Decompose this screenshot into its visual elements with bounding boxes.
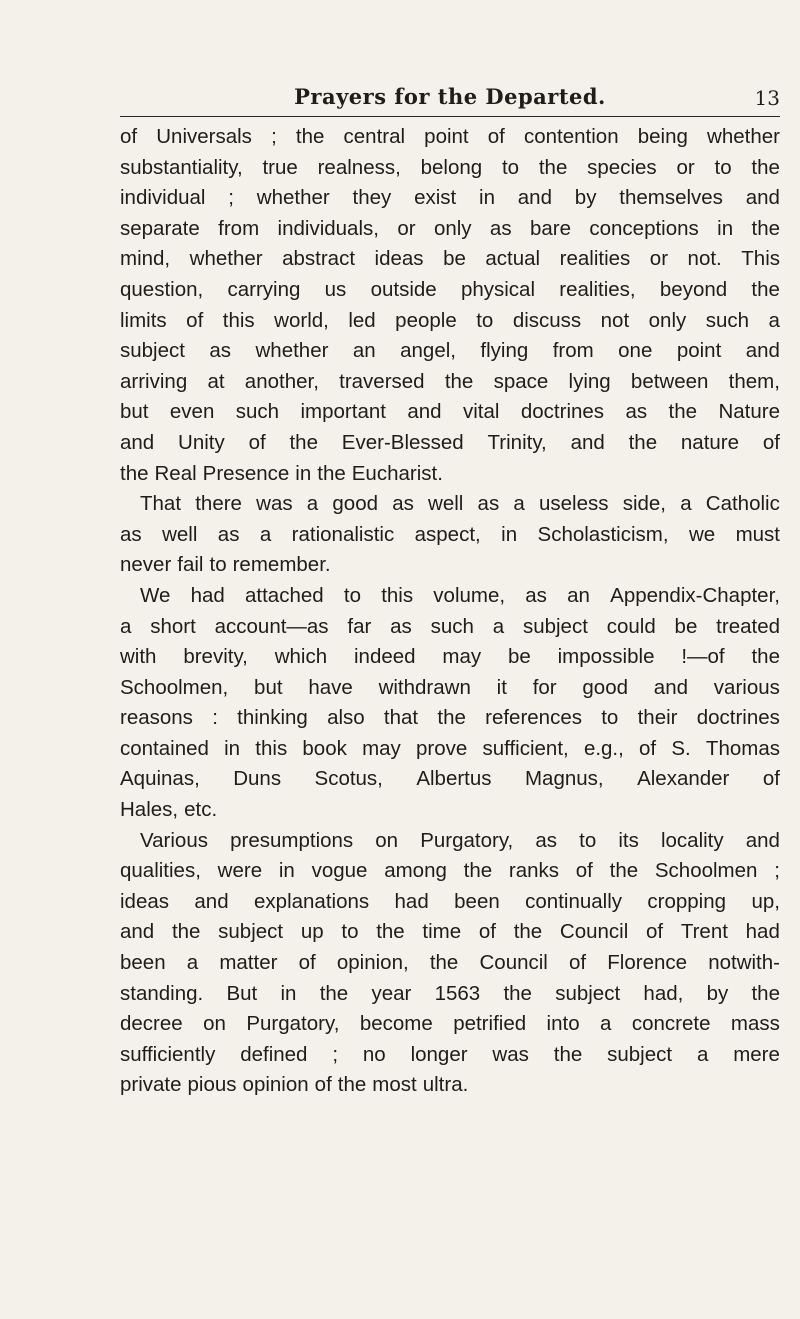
text-line: and Unity of the Ever-Blessed Trinity, and the nature of bbox=[120, 430, 780, 454]
text-line: Schoolmen, but have withdrawn it for good and various bbox=[120, 675, 780, 699]
text-line: the Real Presence in the Eucharist. bbox=[120, 461, 443, 485]
text-line: subject as whether an angel, flying from one point and bbox=[120, 339, 780, 363]
text-line: Aquinas, Duns Scotus, Albertus Magnus, Alexander of bbox=[120, 767, 780, 791]
text-line: ideas and explanations had been continually cropping up, bbox=[120, 889, 780, 913]
text-line: Hales, etc. bbox=[120, 798, 218, 822]
paragraph bbox=[120, 489, 780, 581]
text-line: We had attached to this volume, as an Appendix-Chapter, bbox=[140, 583, 780, 607]
page-number: 13 bbox=[754, 86, 780, 110]
paragraph bbox=[120, 581, 780, 826]
text-line: and the subject up to the time of the Council of Trent had bbox=[120, 920, 780, 944]
text-line: private pious opinion of the most ultra. bbox=[120, 1073, 469, 1097]
body-text bbox=[120, 122, 780, 1101]
text-line: arriving at another, traversed the space lying between them, bbox=[120, 369, 780, 393]
text-line: question, carrying us outside physical realities, beyond the bbox=[120, 277, 780, 301]
text-line: limits of this world, led people to discuss not only such a bbox=[120, 308, 780, 332]
text-line: substantiality, true realness, belong to the species or to the bbox=[120, 155, 780, 179]
text-line: but even such important and vital doctrines as the Nature bbox=[120, 400, 780, 424]
text-line: separate from individuals, or only as bare conceptions in the bbox=[120, 216, 780, 240]
text-line: decree on Purgatory, become petrified into a concrete mass bbox=[120, 1012, 780, 1036]
header-rule bbox=[120, 116, 780, 117]
text-line: sufficiently defined ; no longer was the subject a mere bbox=[120, 1042, 780, 1066]
text-line: standing. But in the year 1563 the subject had, by the bbox=[120, 981, 780, 1005]
text-line: as well as a rationalistic aspect, in Scholasticism, we must bbox=[120, 522, 780, 546]
text-line: contained in this book may prove sufficient, e.g., of S. Thomas bbox=[120, 736, 780, 760]
text-line: been a matter of opinion, the Council of Florence notwith- bbox=[120, 951, 780, 975]
running-head bbox=[120, 82, 780, 116]
text-line: That there was a good as well as a useless side, a Catholic bbox=[140, 492, 780, 516]
text-line: never fail to remember. bbox=[120, 553, 331, 577]
running-title: Prayers for the Departed. bbox=[294, 84, 606, 109]
text-line: individual ; whether they exist in and by themselves and bbox=[120, 186, 780, 210]
text-line: with brevity, which indeed may be impossible !—of the bbox=[120, 645, 780, 669]
text-line: reasons : thinking also that the references to their doctrines bbox=[120, 706, 780, 730]
text-line: of Universals ; the central point of contention being whether bbox=[120, 125, 780, 148]
text-line: a short account—as far as such a subject could be treated bbox=[120, 614, 780, 638]
text-line: qualities, were in vogue among the ranks of the Schoolmen ; bbox=[120, 859, 780, 883]
text-line: Various presumptions on Purgatory, as to its locality and bbox=[140, 828, 780, 852]
paragraph bbox=[120, 826, 780, 1101]
paragraph bbox=[120, 122, 780, 489]
text-line: mind, whether abstract ideas be actual realities or not. This bbox=[120, 247, 780, 271]
